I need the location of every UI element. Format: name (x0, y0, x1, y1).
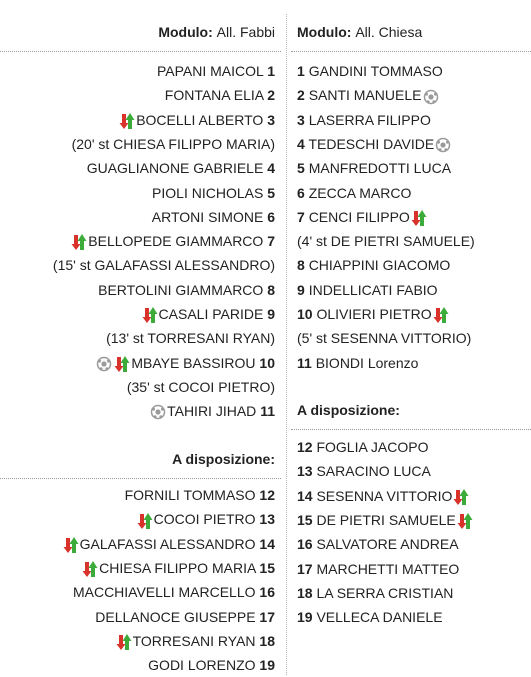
substitution-text: (20' st CHIESA FILIPPO MARIA) (71, 135, 275, 152)
player-name: MACCHIAVELLI MARCELLO (72, 584, 256, 601)
home-header-separator (0, 51, 281, 52)
player-name: ZECCA MARCO (308, 184, 412, 201)
away-header-separator (291, 51, 531, 52)
player-name: INDELLICATI FABIO (308, 281, 438, 298)
player-row (0, 629, 281, 653)
player-name: FORNILI TOMMASO (124, 487, 256, 503)
player-row (291, 484, 531, 508)
player-number: 11 (260, 403, 275, 420)
player-number: 8 (297, 257, 305, 274)
sub-icon (142, 306, 158, 324)
player-name: VELLECA DANIELE (316, 609, 443, 626)
player-name: CASALI PARIDE (158, 306, 264, 322)
player-number: 12 (259, 487, 275, 503)
player-name: LA SERRA CRISTIAN (316, 584, 454, 601)
substitution-note (0, 326, 281, 350)
player-number: 3 (297, 111, 305, 128)
player-number: 8 (267, 281, 275, 298)
player-name: BIONDI Lorenzo (315, 354, 419, 371)
player-number: 14 (259, 535, 275, 552)
player-row (0, 205, 281, 229)
home-bench-separator (0, 478, 281, 479)
away-bench-separator (291, 429, 531, 430)
player-number: 13 (259, 511, 275, 528)
home-bench-title: A disposizione: (172, 451, 275, 467)
player-name: BOCELLI ALBERTO (136, 111, 264, 128)
substitution-note (0, 132, 281, 156)
player-number: 6 (267, 208, 275, 225)
player-number: 2 (297, 87, 305, 104)
player-row (0, 59, 281, 83)
player-number: 2 (267, 87, 275, 104)
player-row (291, 253, 531, 277)
player-name: TORRESANI RYAN (132, 632, 256, 649)
player-name: SARACINO LUCA (316, 463, 431, 480)
player-name: DELLANOCE GIUSEPPE (95, 608, 256, 625)
player-number: 5 (297, 160, 305, 177)
player-name: LASERRA FILIPPO (308, 111, 431, 128)
player-name: GALAFASSI ALESSANDRO (79, 535, 256, 552)
player-row (291, 156, 531, 180)
player-number: 14 (297, 487, 313, 504)
player-number: 11 (297, 354, 312, 371)
player-row (291, 508, 531, 532)
player-name: GUAGLIANONE GABRIELE (86, 160, 264, 177)
player-number: 16 (259, 584, 275, 601)
player-row (291, 605, 531, 629)
player-row (0, 532, 281, 556)
player-row (0, 507, 281, 531)
substitution-note (0, 253, 281, 277)
player-number: 7 (267, 233, 275, 250)
player-row (0, 556, 281, 580)
player-name: COCOI PIETRO (153, 511, 256, 528)
substitution-note (291, 326, 531, 350)
player-number: 17 (259, 608, 275, 625)
player-row (291, 59, 531, 83)
goal-icon (150, 404, 166, 420)
away-coach-name: All. Chiesa (355, 24, 423, 40)
player-name: ARTONI SIMONE (151, 208, 264, 225)
player-row (291, 435, 531, 459)
sub-icon (119, 112, 135, 130)
substitution-text: (5' st SESENNA VITTORIO) (297, 330, 472, 347)
away-module-label: Modulo: (297, 24, 352, 40)
player-name: CENCI FILIPPO (308, 208, 410, 225)
substitution-text: (15' st GALAFASSI ALESSANDRO) (52, 257, 275, 274)
player-row (291, 83, 531, 107)
player-name: SALVATORE ANDREA (316, 536, 459, 553)
player-number: 15 (259, 559, 275, 576)
player-row (0, 605, 281, 629)
player-row (0, 580, 281, 604)
player-row (291, 278, 531, 302)
player-name: MBAYE BASSIROU (131, 354, 256, 371)
sub-icon (433, 306, 449, 324)
sub-icon (116, 633, 132, 651)
player-number: 13 (297, 463, 313, 480)
player-name: CHIESA FILIPPO MARIA (99, 559, 256, 576)
player-name: PAPANI MAICOL (156, 63, 264, 79)
player-row (291, 132, 531, 156)
substitution-text: (4' st DE PIETRI SAMUELE) (297, 233, 475, 250)
player-number: 4 (267, 160, 275, 177)
player-name: DE PIETRI SAMUELE (316, 511, 456, 528)
player-row (0, 351, 281, 375)
player-number: 5 (267, 184, 275, 201)
sub-icon (137, 512, 153, 530)
player-row (0, 483, 281, 507)
player-name: GODI LORENZO (148, 657, 256, 674)
sub-icon (82, 560, 98, 578)
player-number: 6 (297, 184, 305, 201)
goal-icon (423, 89, 439, 105)
player-row (291, 205, 531, 229)
player-number: 17 (297, 560, 313, 577)
player-name: BELLOPEDE GIAMMARCO (88, 233, 264, 250)
player-row (0, 181, 281, 205)
player-number: 4 (297, 135, 305, 152)
sub-icon (114, 355, 130, 373)
player-number: 16 (297, 536, 313, 553)
substitution-note (291, 229, 531, 253)
player-row (0, 83, 281, 107)
player-name: CHIAPPINI GIACOMO (308, 257, 451, 274)
player-number: 1 (297, 63, 305, 79)
home-module-label: Modulo: (158, 24, 213, 40)
player-row (291, 581, 531, 605)
home-coach-header (0, 20, 281, 44)
player-number: 10 (297, 306, 313, 322)
column-divider (286, 14, 287, 675)
player-name: FONTANA ELIA (164, 87, 264, 104)
player-number: 19 (259, 657, 275, 674)
player-number: 12 (297, 439, 313, 455)
player-number: 1 (267, 63, 275, 79)
player-name: TAHIRI JIHAD (167, 403, 257, 420)
player-row (291, 557, 531, 581)
player-number: 18 (297, 584, 313, 601)
player-number: 10 (259, 354, 275, 371)
goal-icon (435, 137, 451, 153)
player-number: 7 (297, 208, 305, 225)
player-row (0, 229, 281, 253)
substitution-note (0, 375, 281, 399)
player-name: OLIVIERI PIETRO (316, 306, 432, 322)
player-row (0, 278, 281, 302)
away-bench-title: A disposizione: (297, 402, 400, 418)
player-number: 9 (267, 306, 275, 322)
home-coach-name: All. Fabbi (216, 24, 275, 40)
player-name: MANFREDOTTI LUCA (308, 160, 452, 177)
player-row (291, 302, 531, 326)
player-number: 3 (267, 111, 275, 128)
substitution-text: (35' st COCOI PIETRO) (126, 378, 275, 395)
sub-icon (457, 512, 473, 530)
away-coach-header (291, 20, 531, 44)
player-row (0, 399, 281, 423)
sub-icon (63, 536, 79, 554)
player-name: GANDINI TOMMASO (308, 63, 443, 79)
player-row (0, 653, 281, 677)
player-number: 15 (297, 511, 313, 528)
player-name: SANTI MANUELE (308, 87, 422, 104)
player-row (291, 108, 531, 132)
player-name: FOGLIA JACOPO (316, 439, 429, 455)
player-row (291, 459, 531, 483)
goal-icon (96, 356, 112, 372)
sub-icon (71, 233, 87, 251)
player-name: TEDESCHI DAVIDE (308, 135, 435, 152)
player-row (0, 156, 281, 180)
player-name: PIOLI NICHOLAS (152, 184, 264, 201)
player-row (291, 181, 531, 205)
player-number: 19 (297, 609, 313, 626)
player-number: 9 (297, 281, 305, 298)
player-name: BERTOLINI GIAMMARCO (98, 281, 264, 298)
sub-icon (453, 488, 469, 506)
player-row (291, 351, 531, 375)
player-name: MARCHETTI MATTEO (316, 560, 460, 577)
substitution-text: (13' st TORRESANI RYAN) (106, 330, 275, 347)
player-row (0, 108, 281, 132)
player-number: 18 (259, 632, 275, 649)
player-row (0, 302, 281, 326)
player-row (291, 532, 531, 556)
sub-icon (411, 209, 427, 227)
player-name: SESENNA VITTORIO (316, 487, 453, 504)
